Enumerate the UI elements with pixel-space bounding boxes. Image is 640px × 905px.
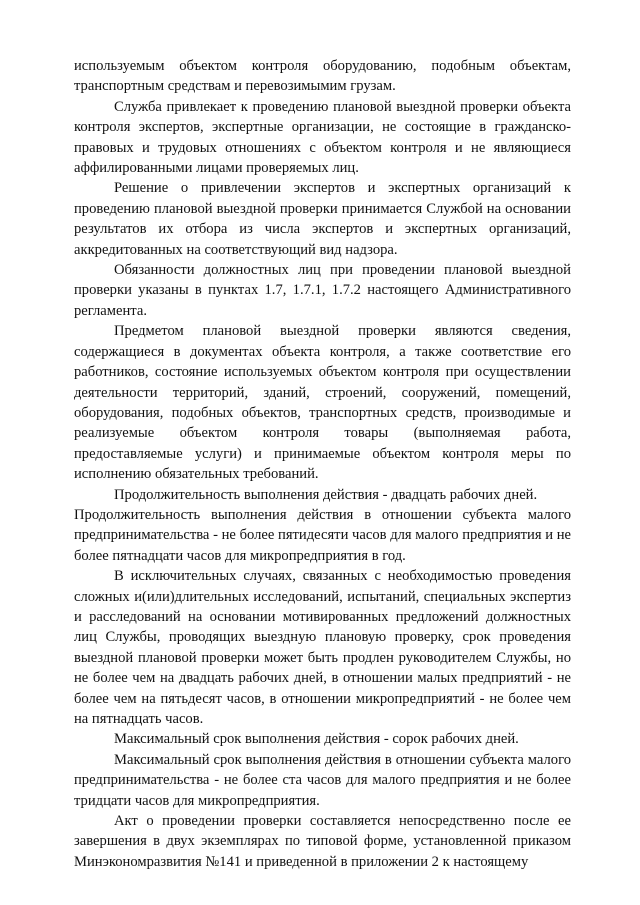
paragraph-3: Решение о привлечении экспертов и экспертных организаций к проведению плановой выездной проверки принимается Службой на основании результатов их отбора из числа экспертов и экспертных организаций, аккредитованных на соответствующий вид надзора. bbox=[74, 180, 571, 258]
paragraph-9: Максимальный срок выполнения действия - сорок рабочих дней. bbox=[114, 731, 519, 748]
paragraph-8: В исключительных случаях, связанных с необходимостью проведения сложных и(или)длительных исследований, испытаний, специальных экспертиз и расследований на основании мотивированных предложений должностных лиц Службы, проводящих выездную плановую проверку, срок проведения выездной плановой проверки может быть продлен руководителем Службы, но не более чем на двадцать рабочих дней, в отношении малых предприятий - не более чем на пятьдесят часов, в отношении микропредприятий - не более чем на пятнадцать часов. bbox=[74, 568, 571, 727]
paragraph-11: Акт о проведении проверки составляется непосредственно после ее завершения в двух экземплярах по типовой форме, установленной приказом Минэкономразвития №141 и приведенной в приложении 2 к настоящему bbox=[74, 813, 571, 870]
paragraph-10: Максимальный срок выполнения действия в отношении субъекта малого предпринимательства - не более ста часов для малого предприятия и не более тридцати часов для микропредприятия. bbox=[74, 751, 571, 809]
paragraph-2: Служба привлекает к проведению плановой выездной проверки объекта контроля экспертов, экспертные организации, не состоящие в гражданско-правовых и трудовых отношениях с объектом контроля и не являющиеся аффилированными лицами проверяемых лиц. bbox=[74, 98, 571, 177]
paragraph-1: используемым объектом контроля оборудованию, подобным объектам, транспортным средствам и перевозимымим грузам. bbox=[74, 58, 571, 95]
paragraph-4: Обязанности должностных лиц при проведении плановой выездной проверки указаны в пунктах 1.7, 1.7.1, 1.7.2 настоящего Административного регламента. bbox=[74, 262, 571, 319]
paragraph-5: Предметом плановой выездной проверки являются сведения, содержащиеся в документах объекта контроля, а также соответствие его работников, состояние используемых объектом контроля при осуществлении деятельности территорий, зданий, строений, сооружений, помещений, оборудования, подобных объектов, транспортных средств, производимые и реализуемые объектом контроля товары (выполняемая работа, предоставляемые услуги) и принимаемые объектом контроля меры по исполнению обязательных требований. bbox=[74, 323, 571, 483]
paragraph-6: Продолжительность выполнения действия - двадцать рабочих дней. bbox=[114, 486, 538, 503]
paragraph-7: Продолжительность выполнения действия в отношении субъекта малого предпринимательства - не более пятидесяти часов для малого предприятия и не более пятнадцати часов для микропредприятия в год. bbox=[74, 506, 571, 564]
document-page bbox=[74, 56, 571, 872]
